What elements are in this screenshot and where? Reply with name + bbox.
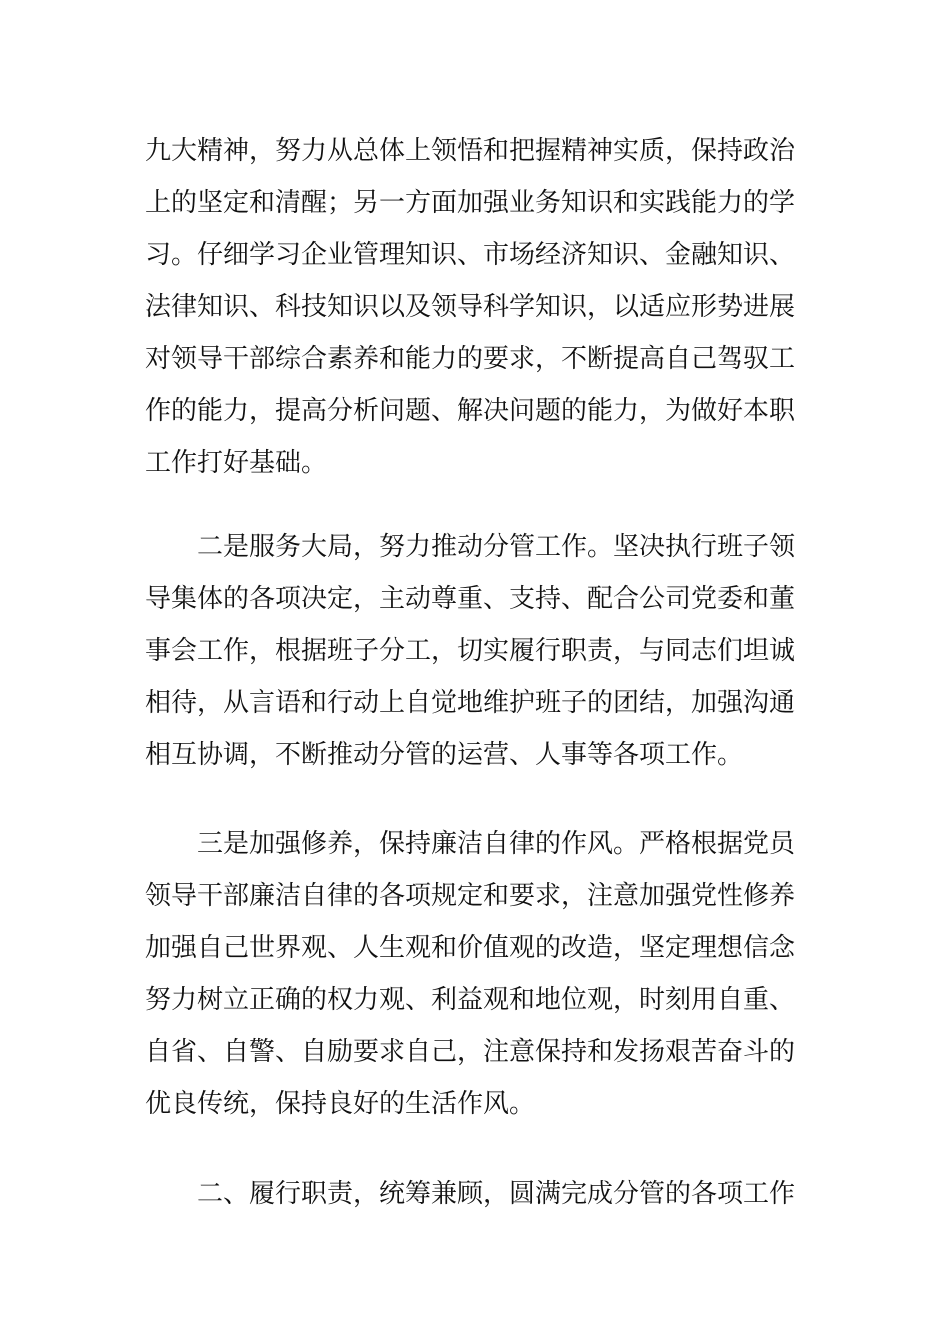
paragraph-self-discipline bbox=[145, 818, 810, 1130]
text-line: 三是加强修养，保持廉洁自律的作风。严格根据党员 bbox=[197, 829, 796, 859]
text-line: 加强自己世界观、人生观和价值观的改造，坚定理想信念 bbox=[145, 933, 796, 963]
text-line: 对领导干部综合素养和能力的要求，不断提高自己驾驭工 bbox=[145, 344, 796, 374]
text-line: 导集体的各项决定，主动尊重、支持、配合公司党委和董 bbox=[145, 584, 796, 614]
text-line: 自省、自警、自励要求自己，注意保持和发扬艰苦奋斗的 bbox=[145, 1037, 796, 1067]
text-line: 相待，从言语和行动上自觉地维护班子的团结，加强沟通 bbox=[145, 688, 796, 718]
text-line: 法律知识、科技知识以及领导科学知识，以适应形势进展 bbox=[145, 292, 796, 322]
text-line: 习。仔细学习企业管理知识、市场经济知识、金融知识、 bbox=[145, 240, 796, 270]
text-line: 事会工作，根据班子分工，切实履行职责，与同志们坦诚 bbox=[145, 636, 796, 666]
text-line: 二是服务大局，努力推动分管工作。坚决执行班子领 bbox=[197, 532, 796, 562]
text-line: 领导干部廉洁自律的各项规定和要求，注意加强党性修养 bbox=[145, 881, 796, 911]
text-line: 优良传统，保持良好的生活作风。 bbox=[145, 1089, 536, 1119]
text-line: 上的坚定和清醒；另一方面加强业务知识和实践能力的学 bbox=[145, 188, 796, 218]
paragraph-serve-overall bbox=[145, 521, 810, 781]
text-line: 相互协调，不断推动分管的运营、人事等各项工作。 bbox=[145, 740, 744, 770]
text-line: 九大精神，努力从总体上领悟和把握精神实质，保持政治 bbox=[145, 136, 796, 166]
section-heading bbox=[145, 1168, 810, 1220]
section-heading-text: 二、履行职责，统筹兼顾，圆满完成分管的各项工作 bbox=[197, 1179, 796, 1209]
text-line: 努力树立正确的权力观、利益观和地位观，时刻用自重、 bbox=[145, 985, 796, 1015]
paragraph-continuation bbox=[145, 125, 810, 489]
text-line: 作的能力，提高分析问题、解决问题的能力，为做好本职 bbox=[145, 396, 796, 426]
text-line: 工作打好基础。 bbox=[145, 448, 328, 478]
